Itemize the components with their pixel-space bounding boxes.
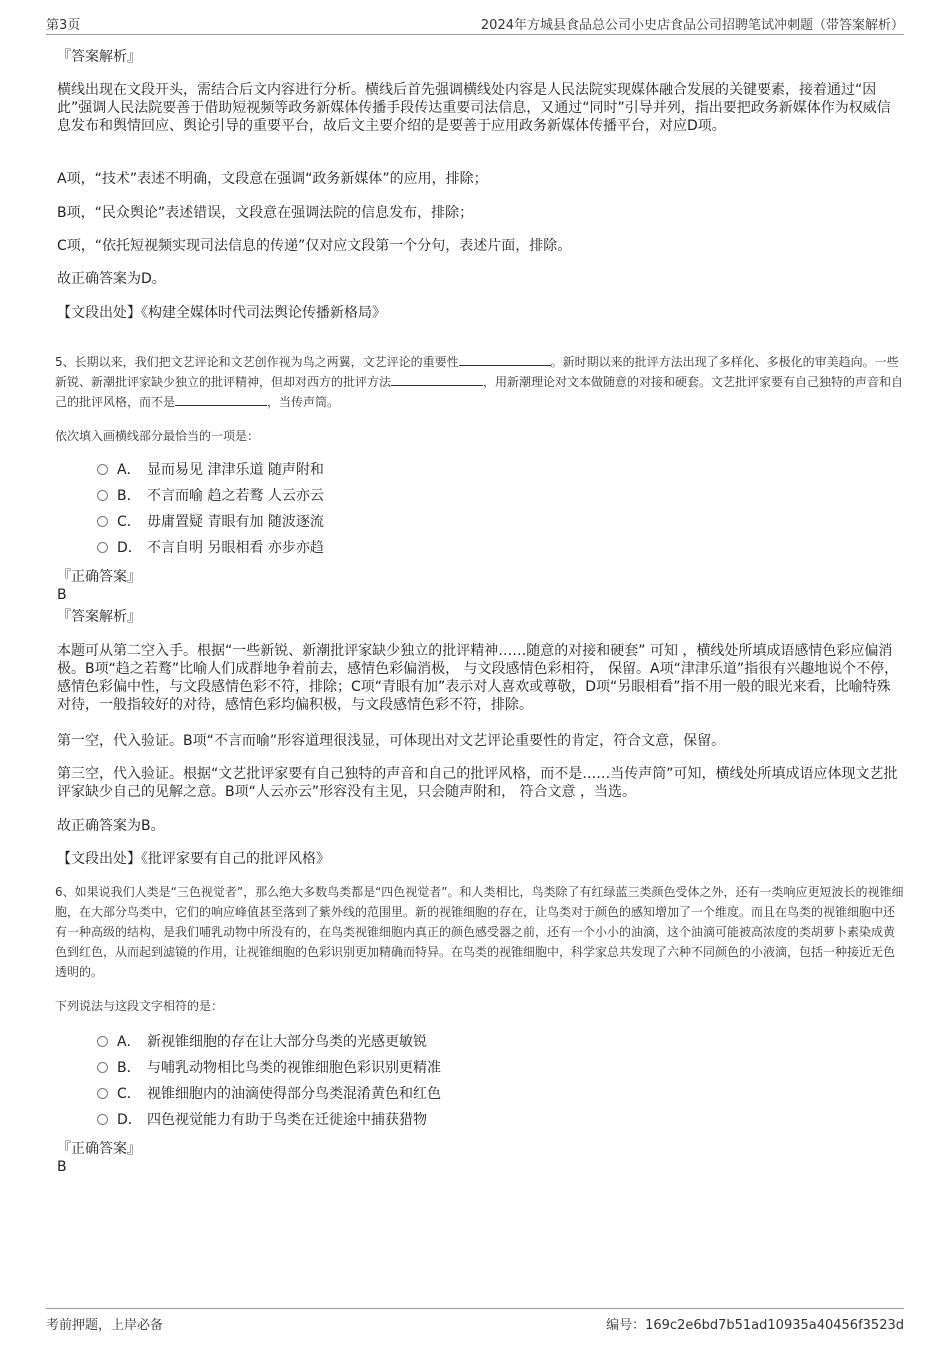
q5-stem-part-3: ，用新潮理论对文本做随意的对接和硬套。文艺批评家要有自己独特的声音和自己的批评风格，而不是 xyxy=(55,375,904,409)
q5-answer-label: 『正确答案』 xyxy=(57,569,141,585)
page-footer xyxy=(46,1308,904,1333)
q5-blank-1 xyxy=(459,353,551,366)
q4-analysis-option-a: A项，“技术”表述不明确，文段意在强调“政务新媒体”的应用，排除； xyxy=(57,171,488,187)
footer-slogan: 考前押题，上岸必备 xyxy=(46,1318,164,1333)
radio-icon[interactable] xyxy=(97,516,108,527)
q4-source: 【文段出处】《构建全媒体时代司法舆论传播新格局》 xyxy=(57,305,386,321)
page-number: 第3页 xyxy=(46,18,81,33)
q6-prompt: 下列说法与这段文字相符的是： xyxy=(55,999,224,1013)
q6-answer-label: 『正确答案』 xyxy=(57,1141,141,1157)
q4-conclusion: 故正确答案为D。 xyxy=(57,271,166,287)
q6-answer: B xyxy=(57,1159,67,1175)
q5-prompt: 依次填入画横线部分最恰当的一项是： xyxy=(55,429,260,443)
q5-stem xyxy=(55,352,904,412)
q5-option-d[interactable]: D． 不言自明 另眼相看 亦步亦趋 xyxy=(97,538,324,558)
radio-icon[interactable] xyxy=(97,1114,108,1125)
radio-icon[interactable] xyxy=(97,464,108,475)
document-id: 编号：169c2e6bd7b51ad10935a40456f3523d xyxy=(606,1318,904,1333)
q5-analysis-paragraph-2: 第一空，代入验证。B项“不言而喻”形容道理很浅显，可体现出对文艺评论重要性的肯定，符合文意，保留。 xyxy=(57,733,726,749)
q6-option-c[interactable]: C． 视锥细胞内的油滴使得部分鸟类混淆黄色和红色 xyxy=(97,1084,441,1104)
document-title: 2024年方城县食品总公司小史店食品公司招聘笔试冲刺题（带答案解析） xyxy=(480,18,904,33)
q5-stem-part-2: 。新时期以来的批评方法出现了多样化、多极化的审美趋向。一些新锐、新潮批评家缺少独立的批评精神，但却对西方的批评方法 xyxy=(55,355,899,389)
q6-stem: 6、如果说我们人类是“三色视觉者”，那么绝大多数鸟类都是“四色视觉者”。和人类相比，鸟类除了有红绿蓝三类颜色受体之外，还有一类响应更短波长的视锥细胞，在大部分鸟类中，它们的响应峰值甚至落到了紫外线的范围里。新的视锥细胞的存在，让鸟类对于颜色的感知增加了一个维度。而且在鸟类的视锥细胞中还有一种高级的结构，是我们哺乳动物中所没有的，在鸟类视锥细胞内真正的颜色感受器之前，还有一个小小的油滴，这个油滴可能被高浓度的类胡萝卜素染成黄色到红色，从而起到滤镜的作用，让视锥细胞的色彩识别更加精确而特异。在鸟类的视锥细胞中，科学家总共发现了六种不同颜色的小液滴，包括一种接近无色透明的。 xyxy=(55,885,904,979)
q5-analysis-label: 『答案解析』 xyxy=(57,609,141,625)
q4-analysis-label: 『答案解析』 xyxy=(57,49,141,65)
q5-conclusion: 故正确答案为B。 xyxy=(57,818,165,834)
q4-analysis-option-c: C项，“依托短视频实现司法信息的传递”仅对应文段第一个分句，表述片面，排除。 xyxy=(57,238,572,254)
q5-option-a[interactable]: A． 显而易见 津津乐道 随声附和 xyxy=(97,460,324,480)
radio-icon[interactable] xyxy=(97,1088,108,1099)
q4-analysis-option-b: B项，“民众舆论”表述错误，文段意在强调法院的信息发布，排除； xyxy=(57,205,474,221)
q5-stem-part-1: 5、长期以来，我们把文艺评论和文艺创作视为鸟之两翼，文艺评论的重要性 xyxy=(55,355,459,369)
q5-option-c[interactable]: C． 毋庸置疑 青眼有加 随波逐流 xyxy=(97,512,324,532)
q5-blank-3 xyxy=(175,393,267,406)
radio-icon[interactable] xyxy=(97,542,108,553)
radio-icon[interactable] xyxy=(97,490,108,501)
q6-option-b[interactable]: B． 与哺乳动物相比鸟类的视锥细胞色彩识别更精准 xyxy=(97,1058,441,1078)
q5-source: 【文段出处】《批评家要有自己的批评风格》 xyxy=(57,851,330,867)
q5-answer: B xyxy=(57,587,67,603)
q5-option-b[interactable]: B． 不言而喻 趋之若鹜 人云亦云 xyxy=(97,486,324,506)
radio-icon[interactable] xyxy=(97,1062,108,1073)
page-header xyxy=(46,14,904,35)
q4-analysis-paragraph: 横线出现在文段开头，需结合后文内容进行分析。横线后首先强调横线处内容是人民法院实现媒体融合发展的关键要素，接着通过“因此”强调人民法院要善于借助短视频等政务新媒体传播手段传达重要司法信息，又通过“同时”引导并列，指出要把政务新媒体作为权威信息发布和舆情回应、舆论引导的重要平台，故后文主要介绍的是要善于应用政务新媒体传播平台，对应D项。 xyxy=(57,82,891,134)
radio-icon[interactable] xyxy=(97,1036,108,1047)
q5-analysis-paragraph-1: 本题可从第二空入手。根据“一些新锐、新潮批评家缺少独立的批评精神……随意的对接和硬套” 可知 ，横线处所填成语感情色彩应偏消极。B项“趋之若鹜”比喻人们成群地争着前去，感情色彩偏消极， 与文段感情色彩相符， 保留。A项“津津乐道”指很有兴趣地说个不停，感情色彩偏中性，与文段感情色彩不符，排除；C项“青眼有加”表示对人喜欢或尊敬，D项“另眼相看”指不用一般的眼光来看，比喻特殊对待，一般指较好的对待，感情色彩均偏积极，与文段感情色彩不符，排除。 xyxy=(57,643,899,713)
q5-blank-2 xyxy=(391,373,483,386)
q5-analysis-paragraph-3: 第三空，代入验证。根据“文艺批评家要有自己独特的声音和自己的批评风格，而不是……当传声筒”可知，横线处所填成语应体现文艺批评家缺少自己的见解之意。B项“人云亦云”形容没有主见，只会随声附和， 符合文意 ，当选。 xyxy=(57,766,898,800)
q6-option-a[interactable]: A． 新视锥细胞的存在让大部分鸟类的光感更敏锐 xyxy=(97,1032,427,1052)
q5-stem-part-4: ，当传声筒。 xyxy=(267,395,340,409)
q6-option-d[interactable]: D． 四色视觉能力有助于鸟类在迁徙途中捕获猎物 xyxy=(97,1110,427,1130)
